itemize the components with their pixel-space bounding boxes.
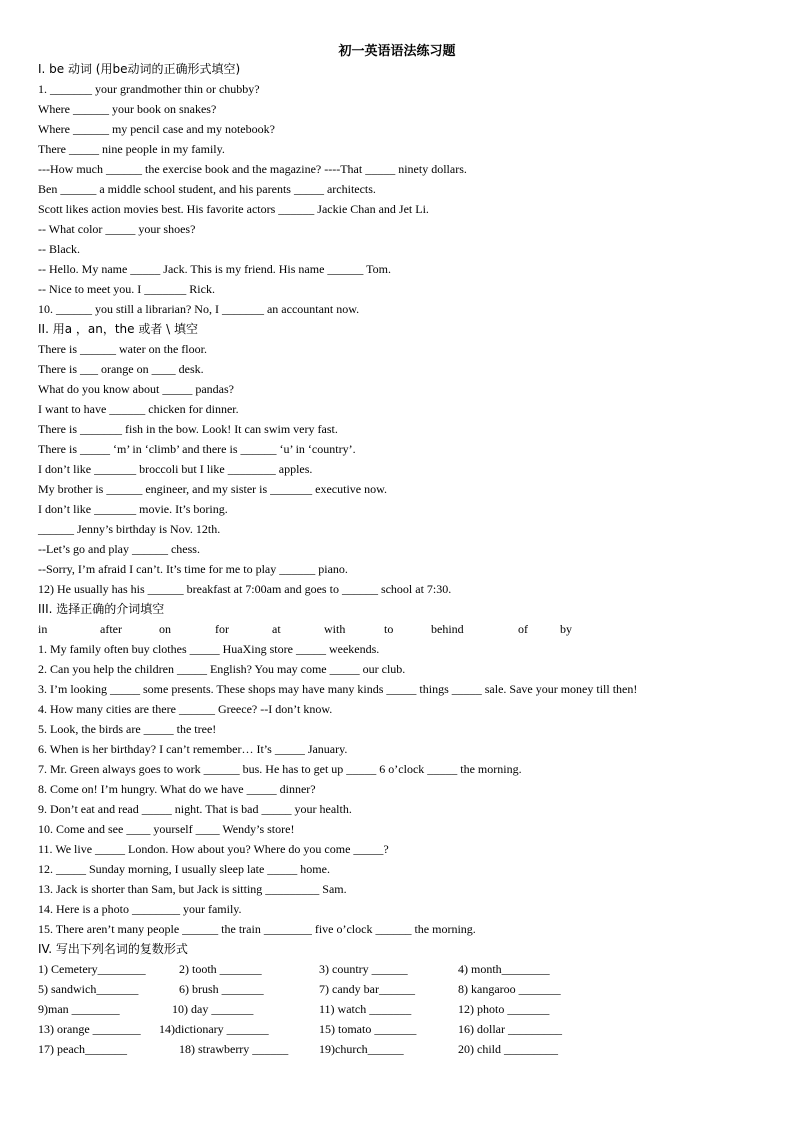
plural-item: 19)church______ (319, 1042, 404, 1056)
question-line: Scott likes action movies best. His favorite actors ______ Jackie Chan and Jet Li. (38, 202, 429, 216)
question-line: -- Nice to meet you. I _______ Rick. (38, 282, 215, 296)
plural-item: 13) orange ________ (38, 1022, 141, 1036)
section-1-heading: I. be 动词 (用be动词的正确形式填空) (38, 62, 241, 76)
word-bank-item: for (215, 622, 229, 636)
question-line: Where ______ your book on snakes? (38, 102, 217, 116)
word-bank-item: behind (431, 622, 464, 636)
question-line: 12. _____ Sunday morning, I usually sleep late _____ home. (38, 862, 330, 876)
question-line: 3. I’m looking _____ some presents. These shops may have many kinds _____ things _____ sale. Save your money till then! (38, 682, 638, 696)
question-line: I want to have ______ chicken for dinner. (38, 402, 239, 416)
plural-item: 7) candy bar______ (319, 982, 415, 996)
word-bank-item: to (384, 622, 394, 636)
plural-row (38, 1039, 758, 1059)
question-line: 4. How many cities are there ______ Greece? --I don’t know. (38, 702, 333, 716)
plural-row (38, 999, 758, 1019)
question-line: There is _______ fish in the bow. Look! It can swim very fast. (38, 422, 338, 436)
plural-item: 20) child _________ (458, 1042, 558, 1056)
word-bank-item: on (159, 622, 171, 636)
question-line: 12) He usually has his ______ breakfast at 7:00am and goes to ______ school at 7:30. (38, 582, 452, 596)
question-line: ______ Jenny’s birthday is Nov. 12th. (38, 522, 221, 536)
question-line: 6. When is her birthday? I can’t remember… It’s _____ January. (38, 742, 348, 756)
question-line: 11. We live _____ London. How about you? Where do you come _____? (38, 842, 389, 856)
question-line: There is ___ orange on ____ desk. (38, 362, 204, 376)
plural-item: 10) day _______ (172, 1002, 254, 1016)
question-line: 1. My family often buy clothes _____ HuaXing store _____ weekends. (38, 642, 380, 656)
question-line: ---How much ______ the exercise book and the magazine? ----That _____ ninety dollars. (38, 162, 467, 176)
question-line: 14. Here is a photo ________ your family. (38, 902, 242, 916)
plural-row (38, 1019, 758, 1039)
plural-item: 6) brush _______ (179, 982, 264, 996)
question-line: 10. Come and see ____ yourself ____ Wendy’s store! (38, 822, 295, 836)
question-line: 7. Mr. Green always goes to work ______ bus. He has to get up _____ 6 o’clock _____ the morning. (38, 762, 522, 776)
question-line: I don’t like _______ movie. It’s boring. (38, 502, 228, 516)
plural-item: 1) Cemetery________ (38, 962, 146, 976)
plural-item: 17) peach_______ (38, 1042, 127, 1056)
plural-item: 4) month________ (458, 962, 550, 976)
question-line: I don’t like _______ broccoli but I like ________ apples. (38, 462, 313, 476)
question-line: 8. Come on! I’m hungry. What do we have _____ dinner? (38, 782, 316, 796)
word-bank-item: of (518, 622, 528, 636)
question-line: 9. Don’t eat and read _____ night. That is bad _____ your health. (38, 802, 352, 816)
word-bank-item: by (560, 622, 572, 636)
worksheet-content (38, 59, 758, 1059)
question-line: --Let’s go and play ______ chess. (38, 542, 200, 556)
question-line: Where ______ my pencil case and my notebook? (38, 122, 275, 136)
question-line: What do you know about _____ pandas? (38, 382, 234, 396)
plural-item: 15) tomato _______ (319, 1022, 417, 1036)
question-line: 10. ______ you still a librarian? No, I _______ an accountant now. (38, 302, 360, 316)
word-bank-item: in (38, 622, 48, 636)
section-4-heading: IV. 写出下列名词的复数形式 (38, 942, 188, 956)
question-line: My brother is ______ engineer, and my sister is _______ executive now. (38, 482, 388, 496)
preposition-word-bank (38, 619, 758, 639)
plural-item: 9)man ________ (38, 1002, 120, 1016)
plural-row (38, 959, 758, 979)
plural-row (38, 979, 758, 999)
page-title: 初一英语语法练习题 (338, 44, 456, 59)
question-line: 13. Jack is shorter than Sam, but Jack is sitting _________ Sam. (38, 882, 347, 896)
question-line: -- Black. (38, 242, 80, 256)
word-bank-item: with (324, 622, 346, 636)
question-line: -- What color _____ your shoes? (38, 222, 196, 236)
question-line: There is ______ water on the floor. (38, 342, 207, 356)
word-bank-item: at (272, 622, 281, 636)
section-3-heading: III. 选择正确的介词填空 (38, 602, 165, 616)
plural-item: 14)dictionary _______ (159, 1022, 269, 1036)
word-bank-item: after (100, 622, 122, 636)
plural-item: 8) kangaroo _______ (458, 982, 561, 996)
plural-item: 5) sandwich_______ (38, 982, 139, 996)
question-line: 15. There aren’t many people ______ the train ________ five o’clock ______ the morning. (38, 922, 476, 936)
plural-item: 11) watch _______ (319, 1002, 412, 1016)
plural-item: 16) dollar _________ (458, 1022, 562, 1036)
question-line: There _____ nine people in my family. (38, 142, 225, 156)
plural-item: 18) strawberry ______ (179, 1042, 289, 1056)
question-line: Ben ______ a middle school student, and his parents _____ architects. (38, 182, 376, 196)
plural-item: 12) photo _______ (458, 1002, 550, 1016)
question-line: 5. Look, the birds are _____ the tree! (38, 722, 217, 736)
question-line: 1. _______ your grandmother thin or chubby? (38, 82, 260, 96)
question-line: --Sorry, I’m afraid I can’t. It’s time for me to play ______ piano. (38, 562, 348, 576)
plural-item: 2) tooth _______ (179, 962, 262, 976)
question-line: There is _____ ‘m’ in ‘climb’ and there is ______ ‘u’ in ‘country’. (38, 442, 356, 456)
question-line: -- Hello. My name _____ Jack. This is my friend. His name ______ Tom. (38, 262, 392, 276)
section-2-heading: II. 用a ，an，the 或者 \ 填空 (38, 322, 199, 336)
question-line: 2. Can you help the children _____ English? You may come _____ our club. (38, 662, 406, 676)
plural-item: 3) country ______ (319, 962, 408, 976)
